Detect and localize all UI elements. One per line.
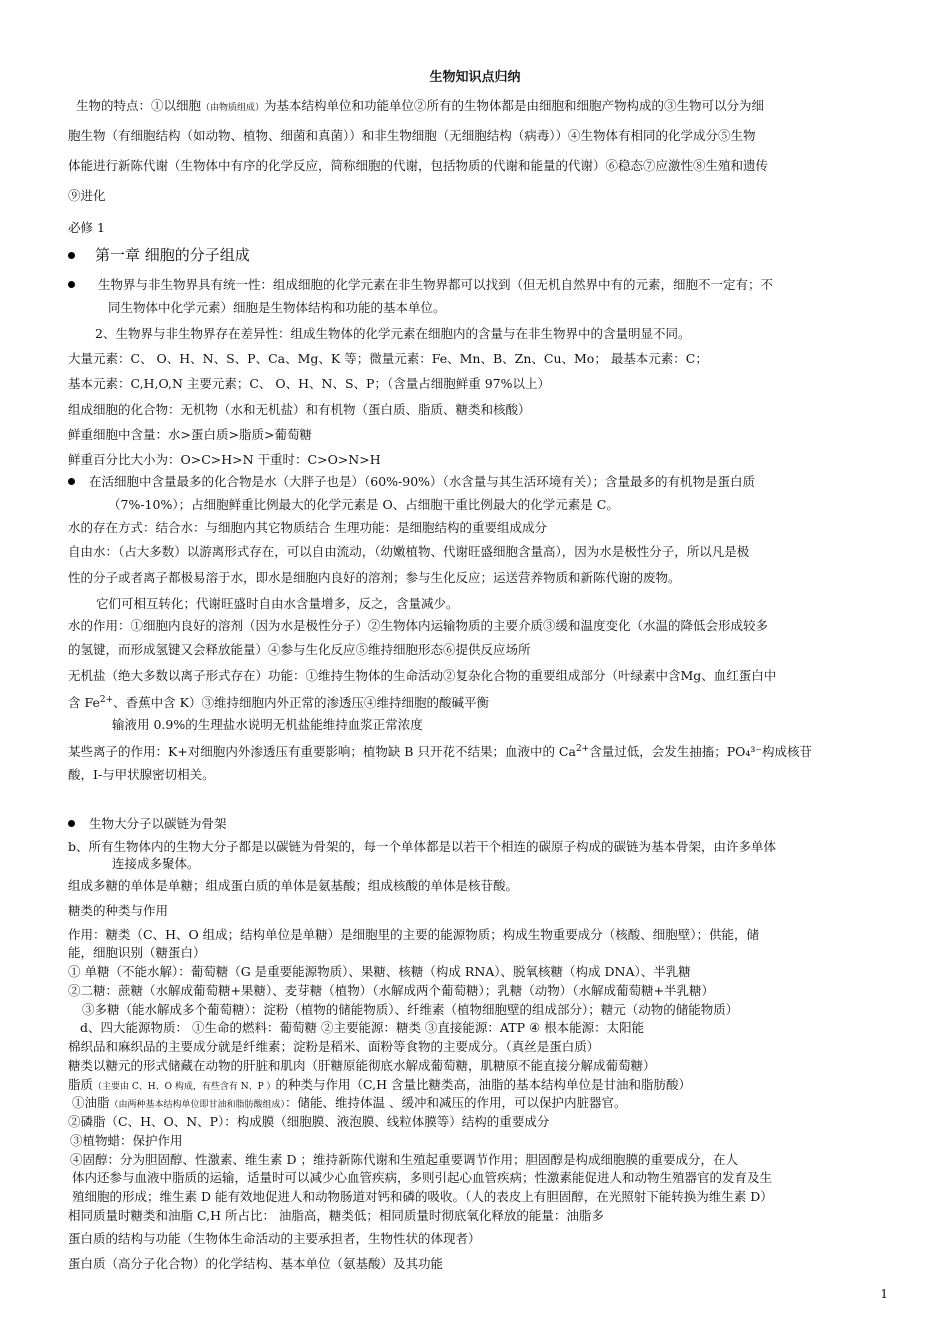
text-line: 组成细胞的化合物：无机物（水和无机盐）和有机物（蛋白质、脂质、糖类和核酸） bbox=[68, 402, 531, 417]
text-line: ① 单糖（不能水解）：葡萄糖（G 是重要能源物质）、果糖、核糖（构成 RNA）、脱氧核糖（构成 DNA）、半乳糖 bbox=[68, 964, 691, 979]
text-line: 组成多糖的单体是单糖；组成蛋白质的单体是氨基酸；组成核酸的单体是核苷酸。 bbox=[68, 878, 519, 893]
bullet-item bbox=[68, 277, 773, 293]
text-line bbox=[68, 1077, 691, 1095]
text-line: 棉织品和麻织品的主要成分就是纤维素；淀粉是稻米、面粉等食物的主要成分。（真丝是蛋白质） bbox=[68, 1039, 600, 1054]
text-line-part: 脂质 bbox=[68, 1077, 94, 1092]
text-line: 糖类以糖元的形式储藏在动物的肝脏和肌肉（肝糖原能彻底水解成葡萄糖，肌糖原不能直接分解成葡萄糖） bbox=[68, 1058, 656, 1073]
text-line: 胞生物（有细胞结构（如动物、植物、细菌和真菌））和非生物细胞（无细胞结构（病毒））④生物体有相同的化学成分⑤生物 bbox=[68, 128, 756, 143]
small-note: （由两种基本结构单位即甘油和脂肪酸组成） bbox=[109, 1100, 286, 1110]
small-note: （由物质组成） bbox=[201, 103, 265, 113]
text-line: 无机盐（绝大多数以离子形式存在）功能：①维持生物体的生命活动②复杂化合物的重要组成部分（叶绿素中含Mg、血红蛋白中 bbox=[68, 668, 777, 683]
page-title: 生物知识点归纳 bbox=[429, 70, 521, 85]
bullet-item bbox=[68, 816, 227, 832]
text-line bbox=[68, 741, 812, 760]
text-line: ②二糖：蔗糖（水解成葡萄糖+果糖）、麦芽糖（植物）（水解成两个葡萄糖）；乳糖（动物）（水解成葡萄糖+半乳糖） bbox=[68, 983, 714, 998]
superscript: 2+ bbox=[575, 744, 590, 754]
text-line: 2、生物界与非生物界存在差异性：组成生物体的化学元素在细胞内的含量与在非生物界中的含量明显不同。 bbox=[95, 326, 691, 341]
superscript: 2+ bbox=[99, 695, 114, 705]
text-line: 体内还参与血液中脂质的运输，适量时可以减少心血管疾病，多则引起心血管疾病；性激素能促进人和动物生殖器官的发育及生 bbox=[72, 1170, 773, 1185]
text-line: 自由水：（占大多数）以游离形式存在，可以自由流动，（幼嫩植物、代谢旺盛细胞含量高），因为水是极性分子，所以凡是极 bbox=[68, 544, 750, 559]
text-line: 作用：糖类（C、H、O 组成；结构单位是单糖）是细胞里的主要的能源物质；构成生物重要成分（核酸、细胞壁）；供能，储 bbox=[68, 927, 759, 942]
text-line-part: ：储能、维持体温 、缓冲和减压的作用，可以保护内脏器官。 bbox=[285, 1095, 627, 1110]
text-line: 殖细胞的形成；维生素 D 能有效地促进人和动物肠道对钙和磷的吸收。（人的表皮上有胆固醇，在光照射下能转换为维生素 D） bbox=[72, 1189, 773, 1204]
chapter-heading bbox=[68, 247, 250, 263]
small-note: （主要由 C、H、O 构成，有些含有 N、P ） bbox=[93, 1082, 276, 1092]
text-line: 水的作用：①细胞内良好的溶剂（因为水是极性分子）②生物体内运输物质的主要介质③缓和温度变化（水温的降低会形成较多 bbox=[68, 618, 769, 633]
bullet-item bbox=[68, 474, 755, 490]
text-line: （7%-10%）；占细胞鲜重比例最大的化学元素是 O、占细胞干重比例最大的化学元素是 C。 bbox=[108, 497, 619, 512]
text-line: 鲜重细胞中含量：水>蛋白质>脂质>葡萄糖 bbox=[68, 427, 312, 442]
chapter-title: 第一章 细胞的分子组成 bbox=[95, 246, 250, 264]
text-line: 输液用 0.9%的生理盐水说明无机盐能维持血浆正常浓度 bbox=[112, 717, 423, 732]
text-line: 它们可相互转化；代谢旺盛时自由水含量增多，反之，含量减少。 bbox=[96, 596, 459, 611]
bullet-icon bbox=[68, 820, 75, 827]
text-line-part: 的种类与作用（C,H 含量比糖类高，油脂的基本结构单位是甘油和脂肪酸） bbox=[275, 1077, 691, 1092]
subsection-heading: 蛋白质的结构与功能（生物体生命活动的主要承担者，生物性状的体现者） bbox=[68, 1231, 481, 1246]
text-line: 的氢键，而形成氢键又会释放能量）④参与生化反应⑤维持细胞形态⑥提供反应场所 bbox=[68, 642, 531, 657]
text-line: 水的存在方式：结合水：与细胞内其它物质结合 生理功能：是细胞结构的重要组成成分 bbox=[68, 520, 547, 535]
text-line: 蛋白质（高分子化合物）的化学结构、基本单位（氨基酸）及其功能 bbox=[68, 1256, 444, 1271]
text-line: ④固醇：分为胆固醇、性激素、维生素 D ；维持新陈代谢和生殖起重要调节作用；胆固醇是构成细胞膜的重要成分，在人 bbox=[70, 1152, 738, 1167]
text-line: 连接成多聚体。 bbox=[112, 856, 200, 871]
text-line: ③植物蜡：保护作用 bbox=[70, 1133, 183, 1148]
text-line: 基本元素：C,H,O,N 主要元素；C、 O、H、N、S、P；（含量占细胞鲜重 97%以上） bbox=[68, 376, 550, 391]
text-line-part: 在活细胞中含量最多的化合物是水（大胖子也是）（60%-90%）（水含量与其生活环境有关）；含量最多的有机物是蛋白质 bbox=[89, 474, 756, 489]
text-line: ②磷脂（C、H、O、N、P）：构成膜（细胞膜、液泡膜、线粒体膜等）结构的重要成分 bbox=[68, 1114, 550, 1129]
text-line bbox=[68, 692, 489, 711]
text-line-part: 为基本结构单位和功能单位②所有的生物体都是由细胞和细胞产物构成的③生物可以分为细 bbox=[264, 98, 765, 113]
text-line: 相同质量时糖类和油脂 C,H 所占比： 油脂高，糖类低；相同质量时彻底氧化释放的能量：油脂多 bbox=[68, 1208, 604, 1223]
section-label: 必修 1 bbox=[68, 220, 105, 235]
text-line: 大量元素：C、 O、H、N、S、P、Ca、Mg、K 等；微量元素：Fe、Mn、B、Zn、Cu、Mo； 最基本元素：C； bbox=[68, 351, 708, 366]
text-line: 性的分子或者离子都极易溶于水，即水是细胞内良好的溶剂；参与生化反应；运送营养物质和新陈代谢的废物。 bbox=[68, 570, 681, 585]
text-line: 鲜重百分比大小为：O>C>H>N 干重时：C>O>N>H bbox=[68, 452, 381, 467]
text-line-part: 生物大分子以碳链为骨架 bbox=[89, 816, 227, 831]
text-line-part: 含量过低，会发生抽搐；PO₄³⁻构成核苷 bbox=[589, 744, 812, 760]
text-line: b、所有生物体内的生物大分子都是以碳链为骨架的，每一个单体都是以若干个相连的碳原子构成的碳链为基本骨架，由许多单体 bbox=[68, 839, 777, 854]
text-line-part: 某些离子的作用：K+对细胞内外渗透压有重要影响；植物缺 B 只开花不结果；血液中的 Ca bbox=[68, 744, 576, 760]
text-line: 同生物体中化学元素）细胞是生物体结构和功能的基本单位。 bbox=[108, 300, 446, 315]
text-line-part: 生物界与非生物界具有统一性：组成细胞的化学元素在非生物界都可以找到（但无机自然界中有的元素，细胞不一定有；不 bbox=[98, 277, 774, 292]
bullet-icon bbox=[68, 478, 75, 485]
text-line-part: 、香蕉中含 K）③维持细胞内外正常的渗透压④维持细胞的酸碱平衡 bbox=[113, 695, 489, 711]
page-number: 1 bbox=[880, 1287, 888, 1301]
text-line-part: 含 Fe bbox=[68, 695, 100, 711]
text-line: 能，细胞识别（糖蛋白） bbox=[68, 945, 206, 960]
text-line: ③多糖（能水解成多个葡萄糖）：淀粉（植物的储能物质）、纤维素（植物细胞壁的组成部分）；糖元（动物的储能物质） bbox=[82, 1002, 739, 1017]
subsection-heading: 糖类的种类与作用 bbox=[68, 903, 169, 918]
text-line: 酸，I-与甲状腺密切相关。 bbox=[68, 767, 215, 782]
text-line bbox=[76, 98, 764, 116]
text-line-part: ①油脂 bbox=[72, 1095, 110, 1110]
text-line: 体能进行新陈代谢（生物体中有序的化学反应，简称细胞的代谢，包括物质的代谢和能量的代谢）⑥稳态⑦应激性⑧生殖和遗传 bbox=[68, 158, 769, 173]
bullet-icon bbox=[68, 252, 75, 259]
text-line bbox=[72, 1095, 627, 1113]
text-line: d、四大能源物质： ①生命的燃料：葡萄糖 ②主要能源：糖类 ③直接能源：ATP ④ 根本能源：太阳能 bbox=[80, 1020, 645, 1035]
text-line-part: 生物的特点：①以细胞 bbox=[76, 98, 202, 113]
text-line: ⑨进化 bbox=[68, 188, 106, 203]
bullet-icon bbox=[68, 281, 75, 288]
